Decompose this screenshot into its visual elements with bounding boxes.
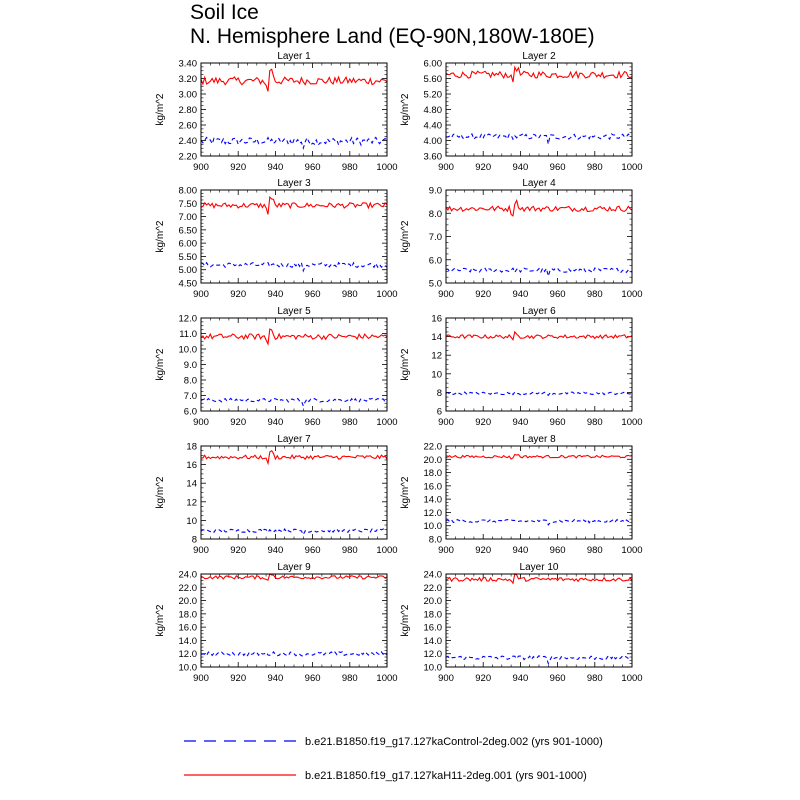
series-control-line [201, 137, 387, 148]
y-tick-label: 4.50 [178, 278, 197, 290]
plot-frame [201, 63, 387, 156]
x-tick-label: 900 [193, 417, 209, 428]
plot-frame [446, 446, 632, 539]
chart-panel [400, 434, 643, 556]
y-tick-label: 11.0 [179, 329, 197, 340]
x-tick-label: 940 [267, 673, 284, 684]
legend-label-control: b.e21.B1850.f19_g17.127kaControl-2deg.002 (yrs 901-1000) [305, 736, 603, 748]
series-control-line [446, 268, 632, 276]
y-axis-label: kg/m^2 [400, 476, 411, 509]
legend [184, 736, 603, 782]
series-control-line [201, 398, 387, 406]
panel-title: Layer 4 [522, 178, 556, 189]
x-tick-label: 940 [512, 417, 529, 428]
chart-panel [155, 562, 398, 684]
y-tick-label: 7.0 [183, 391, 197, 402]
y-tick-label: 10.0 [423, 662, 442, 674]
y-tick-label: 8.00 [178, 185, 197, 197]
plot-frame [201, 190, 387, 283]
y-axis-label: kg/m^2 [155, 348, 166, 381]
y-tick-label: 12.0 [178, 313, 197, 325]
series-h11-line [446, 332, 632, 340]
x-tick-label: 980 [586, 673, 603, 684]
x-tick-label: 900 [438, 673, 454, 684]
x-tick-label: 900 [438, 289, 454, 300]
y-tick-label: 14.0 [178, 635, 197, 647]
x-tick-label: 920 [475, 162, 492, 173]
x-tick-label: 1000 [376, 545, 398, 556]
y-tick-label: 14.0 [423, 635, 442, 647]
y-tick-label: 22.0 [178, 582, 197, 594]
y-tick-label: 2.80 [178, 105, 197, 116]
y-tick-label: 8 [436, 387, 442, 399]
y-tick-label: 3.60 [423, 151, 442, 163]
x-tick-label: 980 [586, 289, 603, 300]
x-tick-label: 940 [512, 162, 529, 173]
panel-title: Layer 3 [277, 178, 311, 189]
y-tick-label: 10 [186, 515, 197, 527]
y-tick-label: 12 [431, 350, 442, 362]
chart-panel [400, 51, 643, 173]
y-tick-label: 4.40 [423, 120, 442, 132]
x-tick-label: 980 [341, 289, 358, 300]
y-tick-label: 7.0 [428, 232, 442, 243]
y-tick-label: 16 [186, 460, 197, 472]
x-tick-label: 920 [475, 673, 492, 684]
y-tick-label: 10 [431, 369, 442, 381]
y-tick-label: 5.50 [178, 251, 197, 263]
x-tick-label: 980 [586, 545, 603, 556]
y-tick-label: 22.0 [423, 582, 442, 594]
x-tick-label: 960 [549, 289, 566, 300]
y-tick-label: 12.0 [423, 507, 442, 519]
y-axis-label: kg/m^2 [155, 604, 166, 637]
y-tick-label: 4.00 [423, 136, 442, 147]
x-tick-label: 960 [549, 162, 566, 173]
plot-frame [446, 318, 632, 411]
series-control-line [446, 134, 632, 144]
series-h11-line [201, 69, 387, 91]
x-tick-label: 960 [549, 545, 566, 556]
x-tick-label: 900 [438, 545, 454, 556]
y-tick-label: 5.00 [178, 265, 197, 277]
y-tick-label: 6 [436, 406, 442, 418]
y-tick-label: 14 [431, 332, 442, 344]
series-control-line [446, 656, 632, 664]
x-tick-label: 920 [475, 545, 492, 556]
y-axis-label: kg/m^2 [400, 93, 411, 126]
x-tick-label: 940 [267, 545, 284, 556]
y-tick-label: 5.20 [423, 89, 442, 101]
series-h11-line [201, 451, 387, 464]
series-control-line [201, 263, 387, 271]
y-tick-label: 8.0 [183, 375, 197, 387]
plot-frame [201, 318, 387, 411]
x-tick-label: 1000 [621, 545, 643, 556]
y-tick-label: 18.0 [423, 468, 442, 480]
y-tick-label: 22.0 [423, 441, 442, 453]
y-tick-label: 7.50 [178, 198, 197, 210]
series-control-line [446, 519, 632, 525]
y-tick-label: 16.0 [423, 481, 442, 493]
x-tick-label: 980 [341, 673, 358, 684]
x-tick-label: 980 [341, 545, 358, 556]
x-tick-label: 1000 [621, 289, 643, 300]
chart-panel [400, 562, 643, 684]
x-tick-label: 900 [193, 673, 209, 684]
y-tick-label: 12.0 [178, 649, 197, 661]
y-tick-label: 24.0 [423, 569, 442, 581]
x-tick-label: 940 [267, 289, 284, 300]
chart-panel [155, 51, 398, 173]
y-tick-label: 12.0 [423, 649, 442, 661]
series-control-line [446, 392, 632, 395]
legend-label-h11: b.e21.B1850.f19_g17.127kaH11-2deg.001 (yrs 901-1000) [305, 770, 587, 782]
panel-title: Layer 5 [277, 306, 311, 317]
x-tick-label: 940 [512, 289, 529, 300]
y-tick-label: 2.40 [178, 136, 197, 147]
series-h11-line [201, 329, 387, 344]
x-tick-label: 960 [549, 673, 566, 684]
y-tick-label: 24.0 [178, 569, 197, 581]
x-tick-label: 960 [304, 673, 321, 684]
x-tick-label: 960 [304, 162, 321, 173]
panel-title: Layer 2 [522, 51, 556, 62]
y-tick-label: 10.0 [178, 662, 197, 674]
y-tick-label: 4.80 [423, 105, 442, 116]
panel-title: Layer 9 [277, 562, 311, 573]
y-tick-label: 8 [191, 534, 197, 546]
x-tick-label: 920 [230, 162, 247, 173]
x-tick-label: 980 [341, 162, 358, 173]
figure-subtitle: N. Hemisphere Land (EQ-90N,180W-180E) [190, 25, 595, 48]
chart-panels [155, 51, 643, 684]
chart-panel [400, 306, 643, 428]
series-control-line [201, 652, 387, 656]
y-tick-label: 3.20 [178, 74, 197, 85]
series-h11-line [446, 200, 632, 216]
panel-title: Layer 8 [522, 434, 556, 445]
y-tick-label: 9.0 [183, 360, 197, 371]
panel-title: Layer 6 [522, 306, 556, 317]
panel-title: Layer 7 [277, 434, 311, 445]
x-tick-label: 900 [438, 417, 454, 428]
y-tick-label: 2.20 [178, 151, 197, 163]
y-tick-label: 18.0 [178, 609, 197, 621]
chart-panel [400, 178, 643, 300]
x-tick-label: 920 [475, 417, 492, 428]
y-tick-label: 8.0 [428, 208, 442, 220]
x-tick-label: 940 [267, 417, 284, 428]
x-tick-label: 1000 [376, 162, 398, 173]
y-axis-label: kg/m^2 [400, 604, 411, 637]
x-tick-label: 1000 [621, 673, 643, 684]
x-tick-label: 900 [193, 545, 209, 556]
y-tick-label: 6.0 [183, 406, 197, 418]
x-tick-label: 920 [475, 289, 492, 300]
y-tick-label: 18.0 [423, 609, 442, 621]
x-tick-label: 980 [586, 162, 603, 173]
series-h11-line [446, 455, 632, 460]
x-tick-label: 940 [512, 545, 529, 556]
y-tick-label: 6.0 [428, 255, 442, 267]
y-tick-label: 6.00 [423, 58, 442, 70]
x-tick-label: 940 [512, 673, 529, 684]
series-h11-line [201, 197, 387, 214]
y-tick-label: 9.0 [428, 185, 442, 197]
x-tick-label: 920 [230, 673, 247, 684]
x-tick-label: 1000 [621, 417, 643, 428]
x-tick-label: 980 [341, 417, 358, 428]
x-tick-label: 940 [267, 162, 284, 173]
y-tick-label: 10.0 [423, 521, 442, 533]
y-tick-label: 14.0 [423, 494, 442, 506]
plot-frame [446, 574, 632, 667]
y-axis-label: kg/m^2 [400, 348, 411, 381]
y-axis-label: kg/m^2 [155, 220, 166, 253]
x-tick-label: 920 [230, 289, 247, 300]
y-tick-label: 5.0 [428, 278, 442, 290]
y-tick-label: 12 [186, 497, 197, 509]
y-tick-label: 2.60 [178, 120, 197, 132]
y-tick-label: 14 [186, 478, 197, 490]
y-tick-label: 18 [186, 441, 197, 453]
y-tick-label: 3.00 [178, 89, 197, 101]
y-tick-label: 7.00 [178, 212, 197, 224]
y-tick-label: 20.0 [423, 454, 442, 466]
plot-frame [201, 446, 387, 539]
figure-title: Soil Ice [190, 1, 259, 24]
x-tick-label: 920 [230, 545, 247, 556]
x-tick-label: 1000 [621, 162, 643, 173]
x-tick-label: 900 [438, 162, 454, 173]
y-tick-label: 20.0 [423, 596, 442, 608]
y-tick-label: 6.50 [178, 225, 197, 237]
chart-panel [155, 306, 398, 428]
x-tick-label: 900 [193, 289, 209, 300]
y-tick-label: 5.60 [423, 74, 442, 85]
y-tick-label: 6.00 [178, 238, 197, 250]
y-tick-label: 16.0 [178, 622, 197, 634]
panel-title: Layer 10 [519, 562, 559, 573]
plot-frame [201, 574, 387, 667]
x-tick-label: 1000 [376, 417, 398, 428]
y-axis-label: kg/m^2 [155, 476, 166, 509]
series-control-line [201, 529, 387, 535]
y-tick-label: 20.0 [178, 596, 197, 608]
y-axis-label: kg/m^2 [400, 220, 411, 253]
chart-panel [155, 178, 398, 300]
x-tick-label: 960 [304, 289, 321, 300]
y-tick-label: 16.0 [423, 622, 442, 634]
x-tick-label: 960 [304, 545, 321, 556]
y-tick-label: 10.0 [178, 344, 197, 356]
x-tick-label: 1000 [376, 673, 398, 684]
y-tick-label: 3.40 [178, 58, 197, 70]
chart-panel [155, 434, 398, 556]
x-tick-label: 960 [304, 417, 321, 428]
y-tick-label: 16 [431, 313, 442, 325]
series-h11-line [446, 67, 632, 82]
x-tick-label: 900 [193, 162, 209, 173]
x-tick-label: 920 [230, 417, 247, 428]
y-axis-label: kg/m^2 [155, 93, 166, 126]
y-tick-label: 8.0 [428, 534, 442, 546]
panel-title: Layer 1 [277, 51, 311, 62]
x-tick-label: 980 [586, 417, 603, 428]
x-tick-label: 960 [549, 417, 566, 428]
x-tick-label: 1000 [376, 289, 398, 300]
